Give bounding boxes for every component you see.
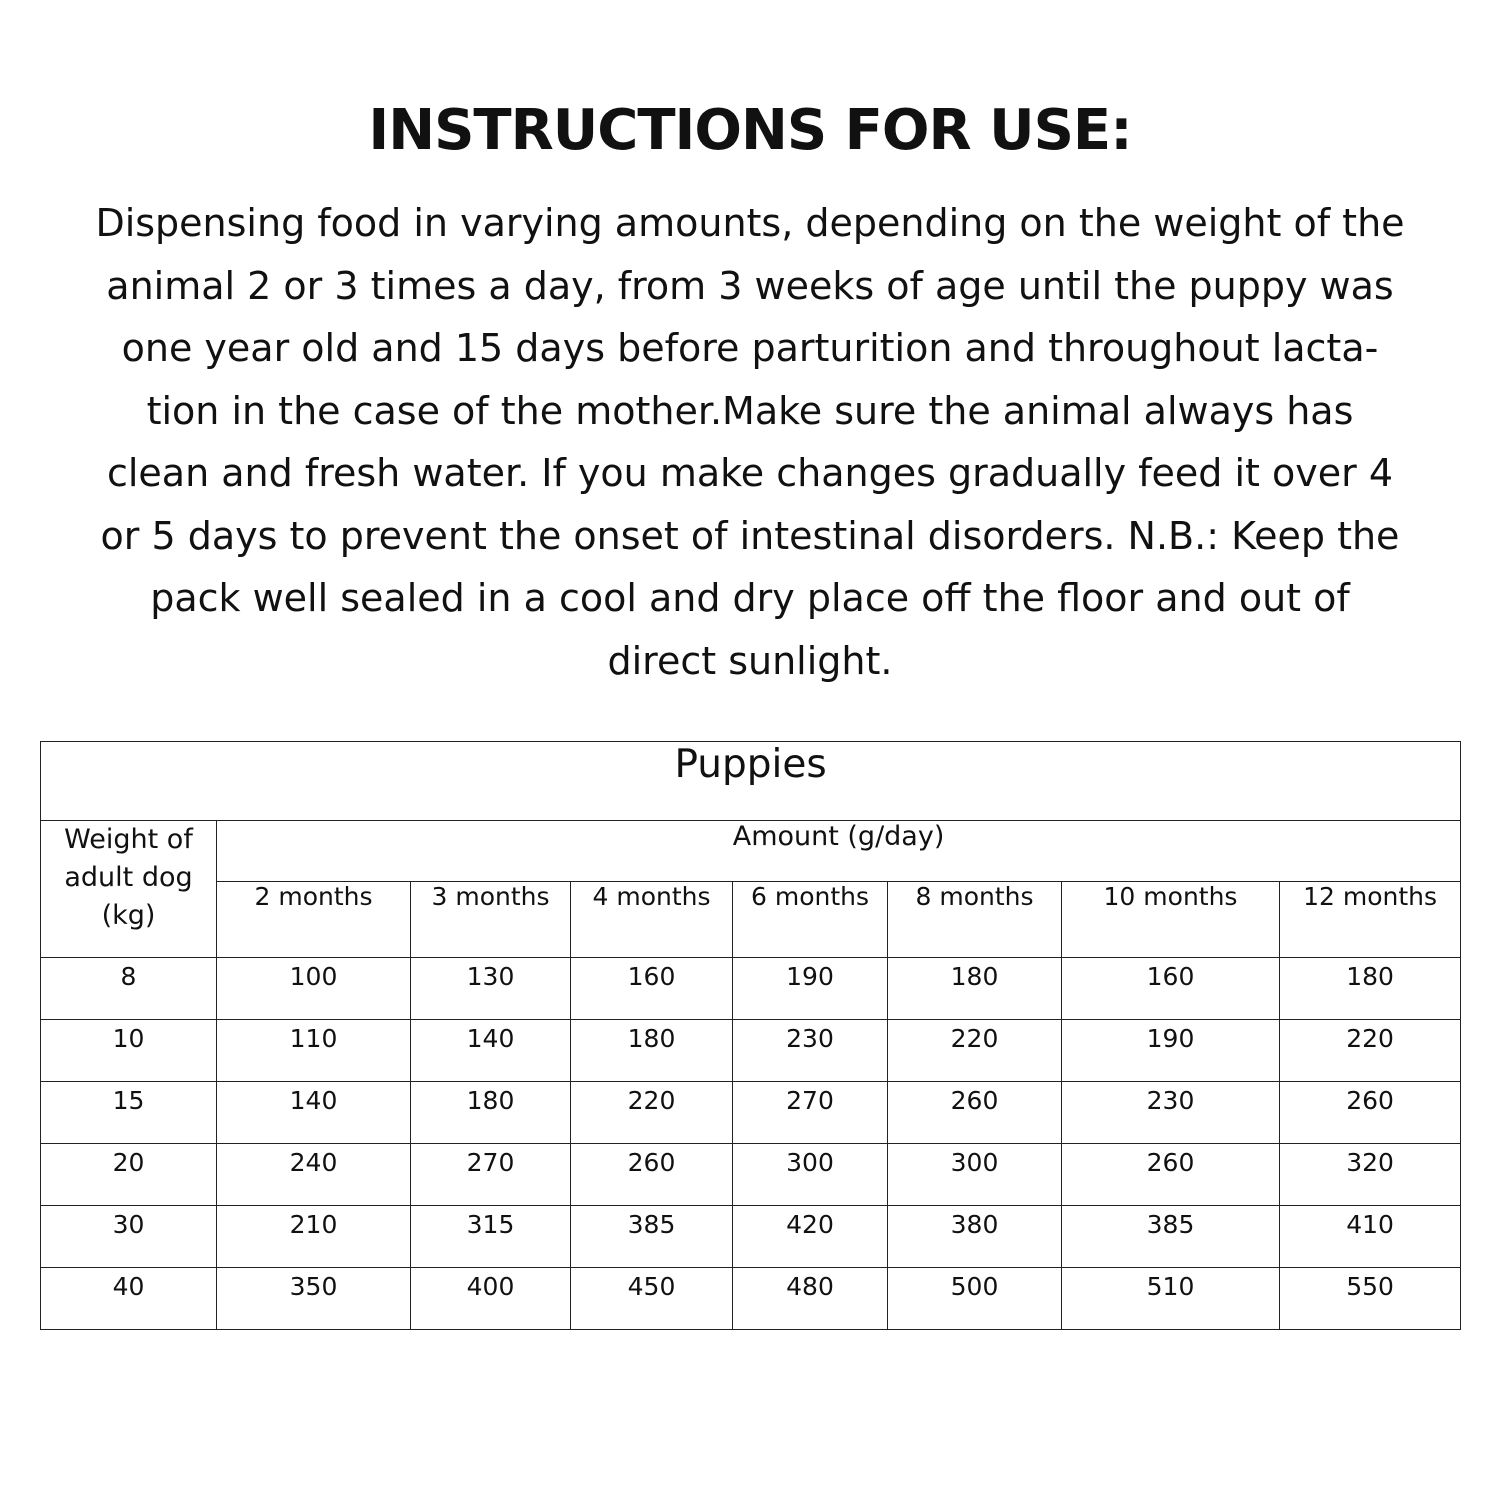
amount-cell: 260 [1062,1144,1280,1206]
weight-column-header [41,821,217,958]
amount-cell: 385 [571,1206,733,1268]
amount-cell: 385 [1062,1206,1280,1268]
weight-cell: 40 [41,1268,217,1330]
amount-cell: 220 [888,1020,1062,1082]
weight-header-line: adult dog [64,862,193,893]
table-title-row [41,742,1461,821]
amount-cell: 260 [1280,1082,1461,1144]
amount-cell: 230 [1062,1082,1280,1144]
table-row [41,1144,1461,1206]
table-row [41,1206,1461,1268]
amount-cell: 550 [1280,1268,1461,1330]
amount-cell: 260 [888,1082,1062,1144]
age-header: 4 months [571,882,733,958]
amount-cell: 480 [733,1268,888,1330]
age-header: 3 months [411,882,571,958]
amount-cell: 450 [571,1268,733,1330]
weight-header-line: Weight of [64,824,193,855]
amount-cell: 260 [571,1144,733,1206]
age-header-row [41,882,1461,958]
amount-cell: 270 [411,1144,571,1206]
weight-cell: 8 [41,958,217,1020]
amount-cell: 240 [217,1144,411,1206]
paragraph-line: Dispensing food in varying amounts, depending on the weight of the [95,201,1405,245]
amount-cell: 140 [217,1082,411,1144]
weight-cell: 15 [41,1082,217,1144]
amount-cell: 220 [571,1082,733,1144]
amount-cell: 110 [217,1020,411,1082]
amount-cell: 160 [1062,958,1280,1020]
weight-header-line: (kg) [101,900,156,931]
paragraph-line: or 5 days to prevent the onset of intestinal disorders. N.B.: Keep the [100,513,1400,558]
paragraph-line: pack well sealed in a cool and dry place off the floor and out of [150,576,1350,620]
amount-header-row [41,821,1461,882]
paragraph-line: animal 2 or 3 times a day, from 3 weeks of age until the puppy was [106,263,1394,308]
paragraph-line: one year old and 15 days before parturition and throughout lacta- [121,326,1379,370]
amount-cell: 510 [1062,1268,1280,1330]
table-row [41,958,1461,1020]
amount-cell: 220 [1280,1020,1461,1082]
amount-column-header: Amount (g/day) [217,821,1461,882]
amount-cell: 190 [733,958,888,1020]
instructions-heading: INSTRUCTIONS FOR USE: [368,98,1132,163]
amount-cell: 210 [217,1206,411,1268]
amount-cell: 380 [888,1206,1062,1268]
age-header: 6 months [733,882,888,958]
table-row [41,1082,1461,1144]
amount-cell: 130 [411,958,571,1020]
amount-cell: 180 [1280,958,1461,1020]
paragraph-line: clean and fresh water. If you make changes gradually feed it over 4 [106,451,1394,495]
table-row [41,1268,1461,1330]
amount-cell: 270 [733,1082,888,1144]
amount-cell: 140 [411,1020,571,1082]
amount-cell: 350 [217,1268,411,1330]
amount-cell: 230 [733,1020,888,1082]
amount-cell: 400 [411,1268,571,1330]
amount-cell: 300 [888,1144,1062,1206]
age-header: 12 months [1280,882,1461,958]
amount-cell: 315 [411,1206,571,1268]
amount-cell: 320 [1280,1144,1461,1206]
amount-cell: 300 [733,1144,888,1206]
age-header: 10 months [1062,882,1280,958]
weight-cell: 30 [41,1206,217,1268]
age-header: 2 months [217,882,411,958]
amount-cell: 500 [888,1268,1062,1330]
amount-cell: 180 [888,958,1062,1020]
weight-cell: 10 [41,1020,217,1082]
age-header: 8 months [888,882,1062,958]
amount-cell: 180 [411,1082,571,1144]
feeding-table [40,741,1461,1330]
table-title: Puppies [41,742,1461,821]
weight-cell: 20 [41,1144,217,1206]
amount-cell: 160 [571,958,733,1020]
amount-cell: 190 [1062,1020,1280,1082]
table-row [41,1020,1461,1082]
amount-cell: 420 [733,1206,888,1268]
amount-cell: 410 [1280,1206,1461,1268]
instructions-paragraph [70,192,1430,692]
paragraph-line: direct sunlight. [607,638,893,683]
paragraph-line: tion in the case of the mother.Make sure the animal always has [146,388,1354,433]
amount-cell: 180 [571,1020,733,1082]
amount-cell: 100 [217,958,411,1020]
